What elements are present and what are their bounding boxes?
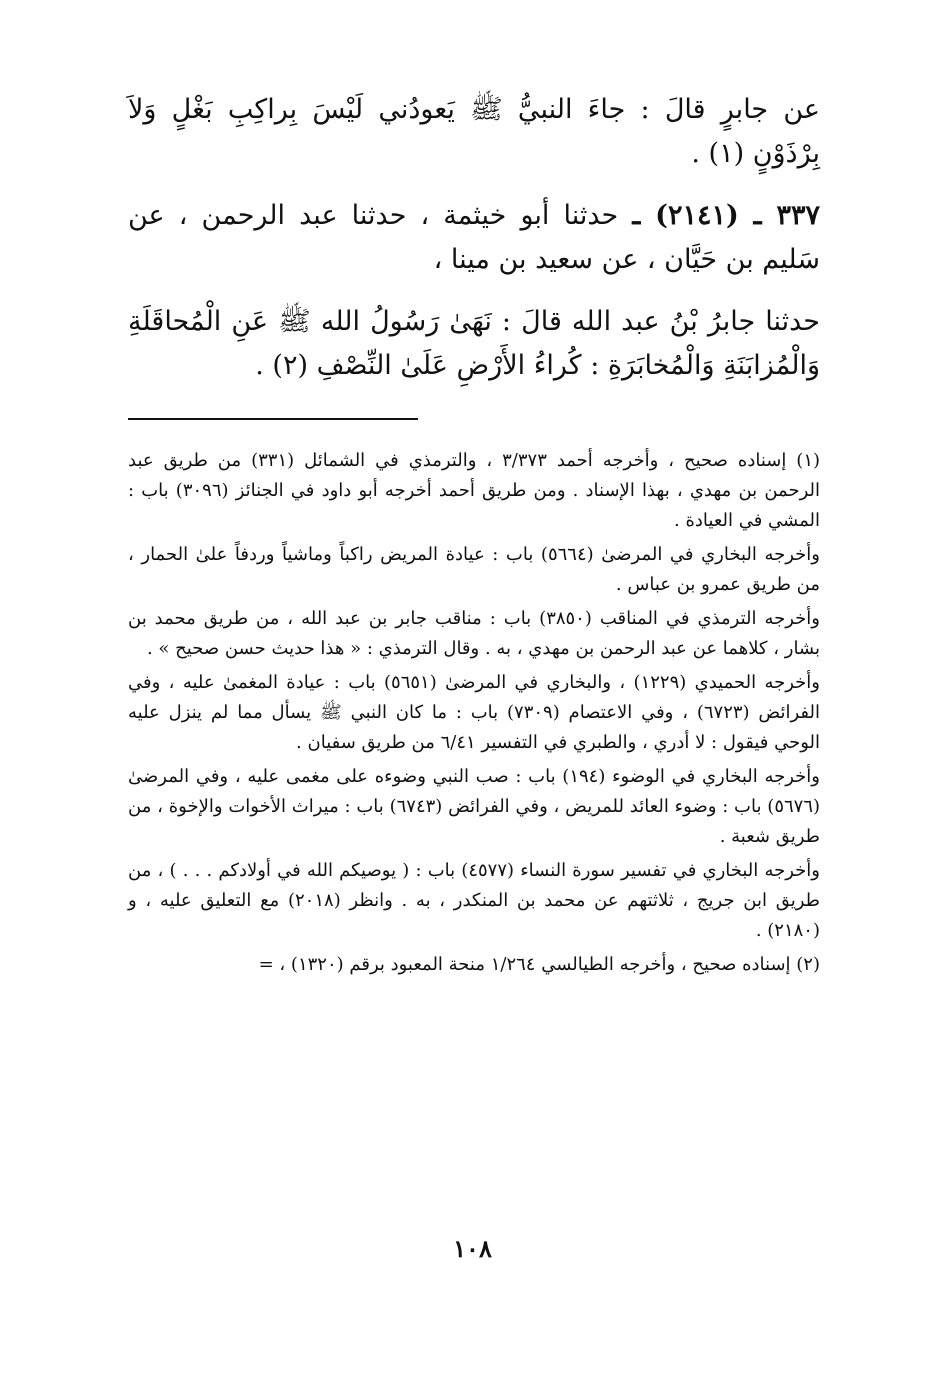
footnote-2: (٢) إسناده صحيح ، وأخرجه الطيالسي ١/٢٦٤ منحة المعبود برقم (١٣٢٠) ، = xyxy=(258,954,820,975)
main-text xyxy=(128,88,820,388)
footnote-paragraph: وأخرجه البخاري في الوضوء (١٩٤) باب : صب النبي وضوءه على مغمى عليه ، وفي المرضىٰ (٥٦٧٦) باب : وضوء العائد للمريض ، وفي الفرائض (٦٧٤٣) باب : ميراث الأخوات والإخوة ، من طريق شعبة . xyxy=(128,766,821,847)
paragraph-1: عن جابرٍ قالَ : جاءَ النبيُّ ﷺ يَعودُني لَيْسَ بِراكِبِ بَغْلٍ وَلاَ بِرْذَوْنٍ (١) . xyxy=(128,94,820,169)
footnote-paragraph: وأخرجه الحميدي (١٢٢٩) ، والبخاري في المرضىٰ (٥٦٥١) باب : عيادة المغمىٰ عليه ، وفي الفرائض (٦٧٢٣) ، وفي الاعتصام (٧٣٠٩) باب : ما كان النبي ﷺ يسأل مما لم ينزل عليه الوحي فيقول : لا أدري ، والطبري في التفسير ٦/٤١ من طريق سفيان . xyxy=(128,672,820,753)
page-number: ١٠٨ xyxy=(453,1234,492,1263)
footnotes xyxy=(128,446,820,980)
footnote-paragraph: وأخرجه الترمذي في المناقب (٣٨٥٠) باب : مناقب جابر بن عبد الله ، من طريق محمد بن بشار ، كلاهما عن عبد الرحمن بن مهدي ، به . وقال الترمذي : « هذا حديث حسن صحيح » . xyxy=(128,608,820,659)
footnote-1: (١) إسناده صحيح ، وأخرجه أحمد ٣/٣٧٣ ، والترمذي في الشمائل (٣٣١) من طريق عبد الرحمن بن مهدي ، بهذا الإسناد . ومن طريق أحمد أخرجه أبو داود في الجنائز (٣٠٩٦) باب : المشي في العيادة . xyxy=(128,450,821,531)
isnad-text: حدثنا أبو خيثمة ، حدثنا عبد الرحمن ، عن سَليم بن حَيَّان ، عن سعيد بن مينا ، xyxy=(128,200,820,275)
footnote-paragraph: وأخرجه البخاري في المرضىٰ (٥٦٦٤) باب : عيادة المريض راكباً وماشياً وردفاً علىٰ الحمار ، من طريق عمرو بن عباس . xyxy=(128,544,820,595)
paragraph-2 xyxy=(128,194,820,282)
page-content xyxy=(128,88,820,980)
footnote-paragraph: وأخرجه البخاري في تفسير سورة النساء (٤٥٧٧) باب : ( يوصيكم الله في أولادكم . . . ) ، من طريق ابن جريج ، ثلاثتهم عن محمد بن المنكدر ، به . وانظر (٢٠١٨) مع التعليق عليه ، و (٢١٨٠) . xyxy=(128,860,820,941)
footnote-divider xyxy=(128,418,418,420)
paragraph-3: حدثنا جابرُ بْنُ عبد الله قالَ : نَهَىٰ رَسُولُ الله ﷺ عَنِ الْمُحاقَلَةِ وَالْمُزابَنَةِ وَالْمُخابَرَةِ : كُراءُ الأَرْضِ عَلَىٰ النِّصْفِ (٢) . xyxy=(128,306,820,381)
hadith-number: ٣٣٧ ـ (٢١٤١) ـ xyxy=(632,200,820,231)
